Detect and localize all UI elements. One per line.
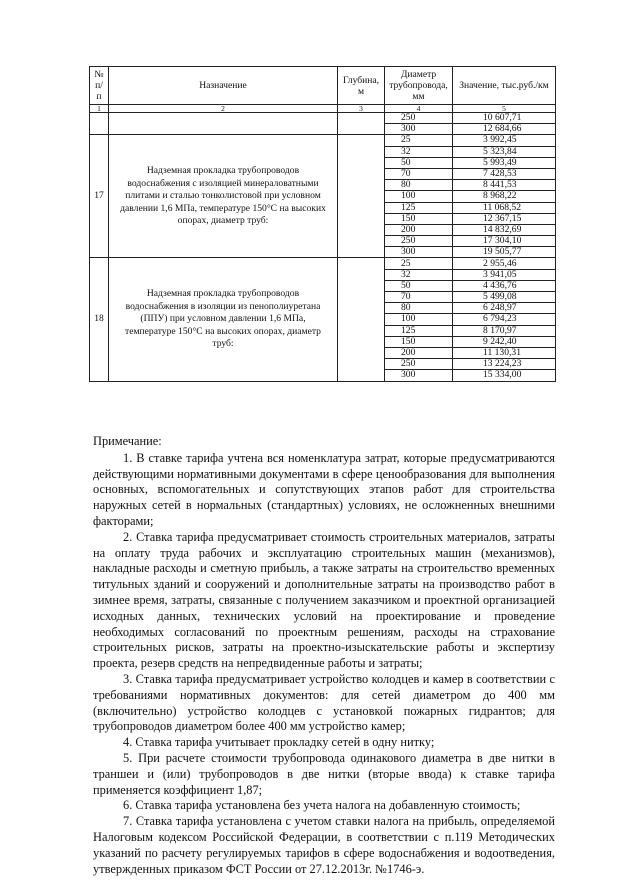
diameter-cell: 150: [385, 213, 453, 224]
diameter-cell: 25: [385, 135, 453, 146]
value-cell: 19 505,77: [453, 247, 556, 258]
value-cell: 11 130,31: [453, 347, 556, 358]
diameter-cell: 80: [385, 303, 453, 314]
table-row: [90, 113, 556, 124]
table-index-row: [90, 105, 556, 113]
value-cell: 8 441,53: [453, 180, 556, 191]
diameter-cell: 300: [385, 247, 453, 258]
notes-section: [93, 434, 555, 877]
diameter-cell: 25: [385, 258, 453, 269]
diameter-cell: 200: [385, 224, 453, 235]
depth-cell: [338, 135, 385, 258]
diameter-cell: 70: [385, 168, 453, 179]
value-cell: 17 304,10: [453, 236, 556, 247]
value-cell: 8 170,97: [453, 325, 556, 336]
table-row: [90, 135, 556, 146]
diameter-cell: 125: [385, 325, 453, 336]
note-item: 1. В ставке тарифа учтена вся номенклатура затрат, которые предусматриваются действующими нормативными документами в сфере ценообразования для выполнения основных, вспомогательных и сопутствующих этапов работ для строительства наружных сетей в нормальных (стандартных) условиях, не осложненных внешними факторами;: [93, 450, 555, 528]
value-cell: 13 224,23: [453, 359, 556, 370]
note-item: 2. Ставка тарифа предусматривает стоимость строительных материалов, затраты на оплату труда рабочих и эксплуатацию строительных машин (механизмов), накладные расходы и сметную прибыль, а также затраты на строительство временных титульных зданий и сооружений и дополнительные затраты на производство работ в зимнее время, затраты, связанные с получением заказчиком и проектной организацией исходных данных, технических условий на проектирование и проведение необходимых согласований по проектным решениям, расходы на страхование строительных рисков, затраты на проектно-изыскательские работы и экспертизу проекта, резерв средств на непредвиденные работы и затраты;: [93, 529, 555, 671]
index-cell: 5: [453, 105, 556, 113]
value-cell: 12 367,15: [453, 213, 556, 224]
note-item: 5. При расчете стоимости трубопровода одинакового диаметра в две нитки в траншеи и (или) трубопроводов в две нитки (вторые ввода) к ставке тарифа применяется коэффициент 1,87;: [93, 750, 555, 797]
header-diameter: Диаметр трубопровода, мм: [385, 67, 453, 105]
value-cell: 6 794,23: [453, 314, 556, 325]
diameter-cell: 32: [385, 269, 453, 280]
depth-cell: [338, 258, 385, 381]
note-item: 3. Ставка тарифа предусматривает устройство колодцев и камер в соответствии с требованиями нормативных документов: для сетей диаметром до 400 мм (включительно) устройство колодцев с установкой пожарных гидрантов; для трубопроводов диаметром более 400 мм устройство камер;: [93, 671, 555, 734]
note-item: 6. Ставка тарифа установлена без учета налога на добавленную стоимость;: [123, 798, 521, 813]
row-number-cell: [90, 113, 109, 135]
value-cell: 5 323,84: [453, 146, 556, 157]
value-cell: 6 248,97: [453, 303, 556, 314]
diameter-cell: 32: [385, 146, 453, 157]
header-depth: Глубина, м: [338, 67, 385, 105]
value-cell: 3 992,45: [453, 135, 556, 146]
value-cell: 12 684,66: [453, 124, 556, 135]
diameter-cell: 250: [385, 113, 453, 124]
diameter-cell: 50: [385, 157, 453, 168]
header-num: № п/п: [90, 67, 109, 105]
diameter-cell: 300: [385, 370, 453, 381]
diameter-cell: 50: [385, 280, 453, 291]
value-cell: 3 941,05: [453, 269, 556, 280]
value-cell: 9 242,40: [453, 336, 556, 347]
note-item: 4. Ставка тарифа учитывает прокладку сетей в одну нитку;: [123, 735, 435, 750]
row-number-cell: 17: [90, 135, 109, 258]
row-number-cell: 18: [90, 258, 109, 381]
notes-title: Примечание:: [93, 434, 162, 448]
index-cell: 4: [385, 105, 453, 113]
index-cell: 1: [90, 105, 109, 113]
value-cell: 11 068,52: [453, 202, 556, 213]
tariff-table: [89, 66, 556, 382]
value-cell: 5 499,08: [453, 292, 556, 303]
value-cell: 7 428,53: [453, 168, 556, 179]
value-cell: 2 955,46: [453, 258, 556, 269]
diameter-cell: 70: [385, 292, 453, 303]
value-cell: 4 436,76: [453, 280, 556, 291]
diameter-cell: 150: [385, 336, 453, 347]
note-item: 7. Ставка тарифа установлена с учетом ставки налога на прибыль, определяемой Налоговым кодексом Российской Федерации, в соответствии с п.119 Методических указаний по расчету регулируемых тарифов в сфере водоснабжения и водоотведения, утвержденных приказом ФСТ России от 27.12.2013г. №1746-э.: [93, 814, 555, 876]
table-header-row: [90, 67, 556, 105]
index-cell: 2: [109, 105, 338, 113]
header-value: Значение, тыс.руб./км: [453, 67, 556, 105]
description-cell: Надземная прокладка трубопроводов водоснабжения с изоляцией минераловатными плитами и сталью тонколистовой при условном давлении 1,6 МПа, температуре 150°С на высоких опорах, диаметр труб:: [109, 135, 338, 258]
depth-cell: [338, 113, 385, 135]
diameter-cell: 100: [385, 314, 453, 325]
header-purpose: Назначение: [109, 67, 338, 105]
value-cell: 8 968,22: [453, 191, 556, 202]
diameter-cell: 80: [385, 180, 453, 191]
diameter-cell: 250: [385, 359, 453, 370]
diameter-cell: 200: [385, 347, 453, 358]
value-cell: 15 334,00: [453, 370, 556, 381]
value-cell: 14 832,69: [453, 224, 556, 235]
diameter-cell: 250: [385, 236, 453, 247]
description-cell: [109, 113, 338, 135]
index-cell: 3: [338, 105, 385, 113]
description-cell: Надземная прокладка трубопроводов водоснабжения в изоляции из пенополиуретана (ППУ) при условном давлении 1,6 МПа, температуре 150°С на высоких опорах, диаметр труб:: [109, 258, 338, 381]
diameter-cell: 100: [385, 191, 453, 202]
value-cell: 10 607,71: [453, 113, 556, 124]
table-row: [90, 258, 556, 269]
diameter-cell: 300: [385, 124, 453, 135]
value-cell: 5 993,49: [453, 157, 556, 168]
diameter-cell: 125: [385, 202, 453, 213]
